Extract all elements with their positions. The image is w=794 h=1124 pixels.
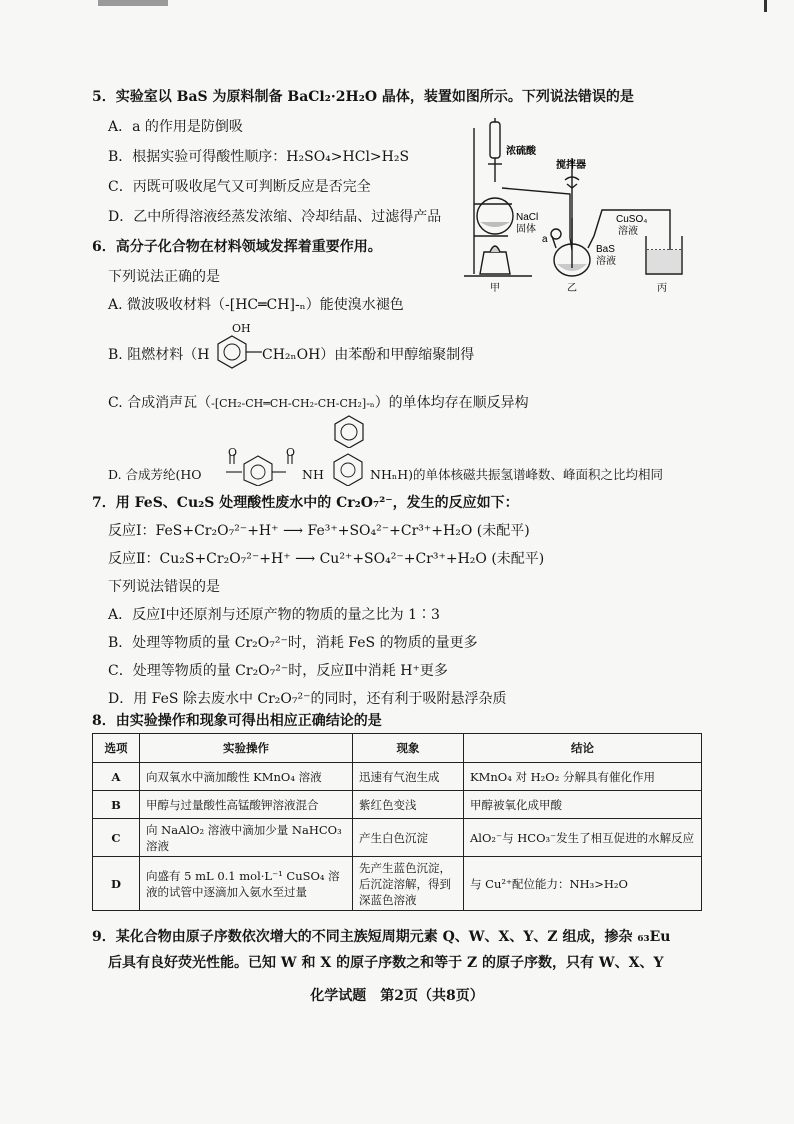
page-footer: 化学试题 第2页（共8页） [310, 988, 484, 1004]
q7-sub: 下列说法错误的是 [108, 579, 220, 595]
q6-option-d [108, 466, 202, 484]
row-d-option: D [93, 857, 140, 911]
row-a-option: A [93, 763, 140, 791]
benzene-ring-d1-icon [216, 452, 312, 486]
col-conclusion: 结论 [464, 734, 702, 763]
benzene-ring-c-icon [332, 414, 366, 448]
row-b-conclusion: 甲醇被氧化成甲酸 [464, 791, 702, 819]
q7-reaction-2: 反应Ⅱ：Cu₂S+Cr₂O₇²⁻+H⁺ ⟶ Cu²⁺+SO₄²⁻+Cr³⁺+H₂O (未配平) [108, 551, 545, 567]
label-cuso4: CuSO₄ [616, 214, 648, 225]
label-bas: BaS [596, 244, 615, 255]
row-b-phenomenon: 紫红色变浅 [353, 791, 464, 819]
q6-d-o2: O [286, 446, 296, 459]
q5-option-b: B．根据实验可得酸性顺序：H₂SO₄>HCl>H₂S [108, 149, 410, 165]
row-d-operation: 向盛有 5 mL 0.1 mol·L⁻¹ CuSO₄ 溶液的试管中逐滴加入氨水至过量 [140, 857, 353, 911]
q6-d-pre: D. 合成芳纶(HO [108, 467, 202, 482]
row-c-operation: 向 NaAlO₂ 溶液中滴加少量 NaHCO₃ 溶液 [140, 819, 353, 857]
q7-reaction-1: 反应Ⅰ：FeS+Cr₂O₇²⁻+H⁺ ⟶ Fe³⁺+SO₄²⁻+Cr³⁺+H₂O (未配平) [108, 523, 530, 539]
benzene-ring-d2-icon [326, 452, 370, 486]
benzene-ring-b-icon [216, 334, 264, 370]
label-bing: 丙 [657, 283, 667, 294]
q7-option-b: B．处理等物质的量 Cr₂O₇²⁻时，消耗 FeS 的物质的量更多 [108, 635, 478, 651]
q6-option-b [108, 346, 209, 364]
label-yi: 乙 [567, 283, 577, 294]
q7-stem: 7．用 FeS、Cu₂S 处理酸性废水中的 Cr₂O₇²⁻，发生的反应如下： [92, 495, 519, 511]
q5-stem: 5．实验室以 BaS 为原料制备 BaCl₂·2H₂O 晶体，装置如图所示。下列说法错误的是 [92, 89, 634, 105]
q5-option-a: A．a 的作用是防倒吸 [108, 119, 243, 135]
label-a: a [542, 234, 548, 245]
q6-option-c [108, 394, 529, 413]
scan-edge-mark [0, 0, 794, 14]
row-a-operation: 向双氧水中滴加酸性 KMnO₄ 溶液 [140, 763, 353, 791]
q6-option-a [108, 296, 404, 314]
label-nacl: NaCl [516, 212, 539, 223]
row-a-conclusion: KMnO₄ 对 H₂O₂ 分解具有催化作用 [464, 763, 702, 791]
q6-d-nh: NH [302, 467, 324, 482]
q7-option-a: A．反应Ⅰ中还原剂与还原产物的物质的量之比为 1∶3 [108, 607, 440, 623]
label-solid: 固体 [516, 224, 536, 235]
apparatus-diagram [460, 118, 686, 298]
row-b-option: B [93, 791, 140, 819]
row-c-conclusion: AlO₂⁻与 HCO₃⁻发生了相互促进的水解反应 [464, 819, 702, 857]
label-jia: 甲 [490, 283, 500, 294]
col-operation: 实验操作 [140, 734, 353, 763]
q6-sub: 下列说法正确的是 [108, 269, 220, 285]
q6-d-nh2: NH [370, 467, 392, 482]
q6-b-post: ₙOH）由苯酚和甲醇缩聚制得 [290, 347, 475, 363]
q6-option-d-rest [370, 466, 663, 484]
table-row [93, 763, 702, 791]
q6-c-pre: C. 合成消声瓦（ [108, 395, 212, 411]
label-conc-acid: 浓硫酸 [506, 146, 536, 157]
q6-stem: 6．高分子化合物在材料领域发挥着重要作用。 [92, 239, 382, 255]
row-d-conclusion: 与 Cu²⁺配位能力：NH₃>H₂O [464, 857, 702, 911]
q6-a-post: ）能使溴水褪色 [305, 297, 404, 313]
table-row [93, 857, 702, 911]
table-row [93, 791, 702, 819]
q6-d-o1: O [228, 446, 238, 459]
row-a-phenomenon: 迅速有气泡生成 [353, 763, 464, 791]
q6-b-oh: OH [232, 322, 251, 335]
q5-option-c: C．丙既可吸收尾气又可判断反应是否完全 [108, 179, 371, 195]
row-c-option: C [93, 819, 140, 857]
q8-stem: 8．由实验操作和现象可得出相应正确结论的是 [92, 713, 382, 729]
q5-option-d: D．乙中所得溶液经蒸发浓缩、冷却结晶、过滤得产品 [108, 209, 442, 225]
table-header-row [93, 734, 702, 763]
row-c-phenomenon: 产生白色沉淀 [353, 819, 464, 857]
label-bas-solution: 溶液 [596, 256, 616, 267]
q6-a-formula: -[HC═CH]-ₙ [225, 297, 306, 313]
q6-b-mid: CH₂ [262, 347, 291, 363]
label-cuso4-solution: 溶液 [618, 226, 638, 237]
row-d-phenomenon: 先产生蓝色沉淀，后沉淀溶解，得到深蓝色溶液 [353, 857, 464, 911]
col-option: 选项 [93, 734, 140, 763]
q7-option-d: D．用 FeS 除去废水中 Cr₂O₇²⁻的同时，还有利于吸附悬浮杂质 [108, 691, 507, 707]
q6-c-formula: -[CH₂-CH═CH-CH₂-CH-CH₂]-ₙ [211, 397, 375, 410]
q6-option-b-rest [262, 346, 474, 364]
q8-table [92, 733, 702, 911]
table-row [93, 819, 702, 857]
col-phenomenon: 现象 [353, 734, 464, 763]
q6-b-pre: B. 阻燃材料（H [108, 347, 210, 363]
q7-option-c: C．处理等物质的量 Cr₂O₇²⁻时，反应Ⅱ中消耗 H⁺更多 [108, 663, 448, 679]
q6-d-post: ₙH)的单体核磁共振氢谱峰数、峰面积之比均相同 [391, 467, 664, 482]
label-stirrer: 搅拌器 [556, 160, 586, 171]
dropping-funnel [490, 122, 500, 158]
q9-line-2: 后具有良好荧光性能。已知 W 和 X 的原子序数之和等于 Z 的原子序数，只有 W、X、Y [108, 955, 664, 971]
row-b-operation: 甲醇与过量酸性高锰酸钾溶液混合 [140, 791, 353, 819]
q6-a-pre: A. 微波吸收材料（ [108, 297, 226, 313]
q9-line-1: 9．某化合物由原子序数依次增大的不同主族短周期元素 Q、W、X、Y、Z 组成，掺杂 ₆₃Eu [92, 929, 671, 945]
burner [480, 252, 510, 274]
q6-c-post: ）的单体均存在顺反异构 [374, 395, 529, 411]
